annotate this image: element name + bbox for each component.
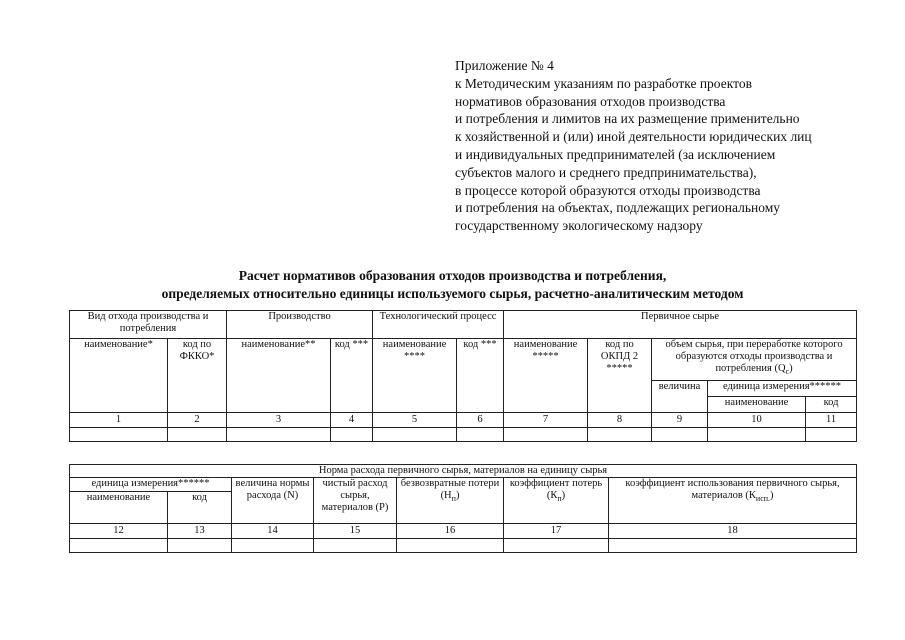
empty-cell	[588, 428, 652, 442]
header-fkko-code: код по ФККО*	[168, 339, 227, 413]
empty-cell	[397, 539, 504, 553]
empty-cell	[168, 539, 232, 553]
empty-cell	[806, 428, 857, 442]
header-losses	[397, 478, 504, 524]
empty-cell	[314, 539, 397, 553]
loss-coef-end: )	[561, 490, 566, 501]
empty-data-row	[70, 539, 857, 553]
page-subtitle: определяемых относительно единицы используемого сырья, расчетно-аналитическим методом	[161, 286, 744, 301]
column-number: 8	[588, 413, 652, 428]
header-loss-coefficient	[504, 478, 609, 524]
raw-volume-sub: с	[785, 367, 790, 377]
appendix-line: Приложение № 4	[455, 58, 554, 73]
empty-cell	[232, 539, 314, 553]
losses-sub: п	[451, 494, 456, 504]
column-number: 16	[397, 524, 504, 539]
empty-cell	[504, 428, 588, 442]
empty-cell	[70, 539, 168, 553]
empty-cell	[504, 539, 609, 553]
appendix-line: и потребления на объектах, подлежащих региональному	[455, 200, 781, 216]
appendix-note	[455, 57, 895, 235]
header-net-consumption: чистый расход сырья, материалов (P)	[314, 478, 397, 524]
appendix-line: нормативов образования отходов производства	[455, 93, 726, 109]
column-number: 6	[457, 413, 504, 428]
appendix-line: к хозяйственной и (или) иной деятельности юридических лиц	[455, 129, 812, 145]
header-value: величина	[652, 381, 708, 413]
header-tech-process: Технологический процесс	[373, 311, 504, 339]
column-number: 18	[609, 524, 857, 539]
header-unit-code: код	[168, 492, 232, 524]
column-number-row	[70, 524, 857, 539]
column-number: 14	[232, 524, 314, 539]
raw-volume-text: объем сырья, при переработке которого образуются отходы производства и потребления (Q	[665, 339, 843, 374]
header-production-name: наименование**	[227, 339, 331, 413]
column-number: 2	[168, 413, 227, 428]
header-waste-type: Вид отхода производства и потребления	[70, 311, 227, 339]
losses-text: безвозвратные потери (Н	[400, 478, 500, 501]
appendix-line: государственному экологическому надзору	[455, 218, 703, 234]
use-coef-text: коэффициент использования первичного сырья, материалов (К	[625, 478, 840, 501]
appendix-line: субъектов малого и среднего предпринимательства),	[455, 164, 757, 180]
header-unit: единица измерения******	[708, 381, 857, 397]
empty-cell	[373, 428, 457, 442]
column-number: 7	[504, 413, 588, 428]
empty-cell	[70, 428, 168, 442]
header-raw-volume	[652, 339, 857, 381]
header-norm-value: величина нормы расхода (N)	[232, 478, 314, 524]
header-production-code: код ***	[331, 339, 373, 413]
loss-coef-text: коэффициент потерь (К	[509, 478, 603, 501]
empty-cell	[609, 539, 857, 553]
header-raw-name: наименование *****	[504, 339, 588, 413]
column-number: 11	[806, 413, 857, 428]
empty-cell	[457, 428, 504, 442]
use-coef-sub: исп.	[755, 494, 771, 504]
header-unit: единица измерения******	[70, 478, 232, 492]
header-unit-name: наименование	[708, 397, 806, 413]
header-use-coefficient	[609, 478, 857, 524]
loss-coef-sub: п	[557, 494, 562, 504]
header-raw-material: Первичное сырье	[504, 311, 857, 339]
empty-cell	[168, 428, 227, 442]
column-number-row	[70, 413, 857, 428]
column-number: 17	[504, 524, 609, 539]
column-number: 10	[708, 413, 806, 428]
header-waste-name: наименование*	[70, 339, 168, 413]
losses-end: )	[455, 490, 460, 501]
column-number: 4	[331, 413, 373, 428]
header-okpd-code: код по ОКПД 2 *****	[588, 339, 652, 413]
column-number: 13	[168, 524, 232, 539]
empty-cell	[652, 428, 708, 442]
header-process-name: наименование ****	[373, 339, 457, 413]
column-number: 9	[652, 413, 708, 428]
empty-cell	[331, 428, 373, 442]
header-unit-name: наименование	[70, 492, 168, 524]
calculation-table	[69, 310, 857, 442]
empty-data-row	[70, 428, 857, 442]
header-norm: Норма расхода первичного сырья, материалов на единицу сырья	[70, 465, 857, 478]
page-title: Расчет нормативов образования отходов производства и потребления,	[238, 268, 667, 283]
appendix-line: в процессе которой образуются отходы производства	[455, 182, 761, 198]
empty-cell	[708, 428, 806, 442]
column-number: 15	[314, 524, 397, 539]
appendix-line: и индивидуальных предпринимателей (за исключением	[455, 146, 776, 162]
column-number: 12	[70, 524, 168, 539]
column-number: 1	[70, 413, 168, 428]
empty-cell	[227, 428, 331, 442]
use-coef-end: )	[770, 490, 774, 501]
header-process-code: код ***	[457, 339, 504, 413]
header-unit-code: код	[806, 397, 857, 413]
appendix-line: и потребления и лимитов на их размещение применительно	[455, 111, 800, 127]
raw-volume-end: )	[789, 363, 793, 374]
header-production: Производство	[227, 311, 373, 339]
norm-table	[69, 464, 857, 553]
column-number: 5	[373, 413, 457, 428]
appendix-line: к Методическим указаниям по разработке проектов	[455, 75, 752, 91]
column-number: 3	[227, 413, 331, 428]
